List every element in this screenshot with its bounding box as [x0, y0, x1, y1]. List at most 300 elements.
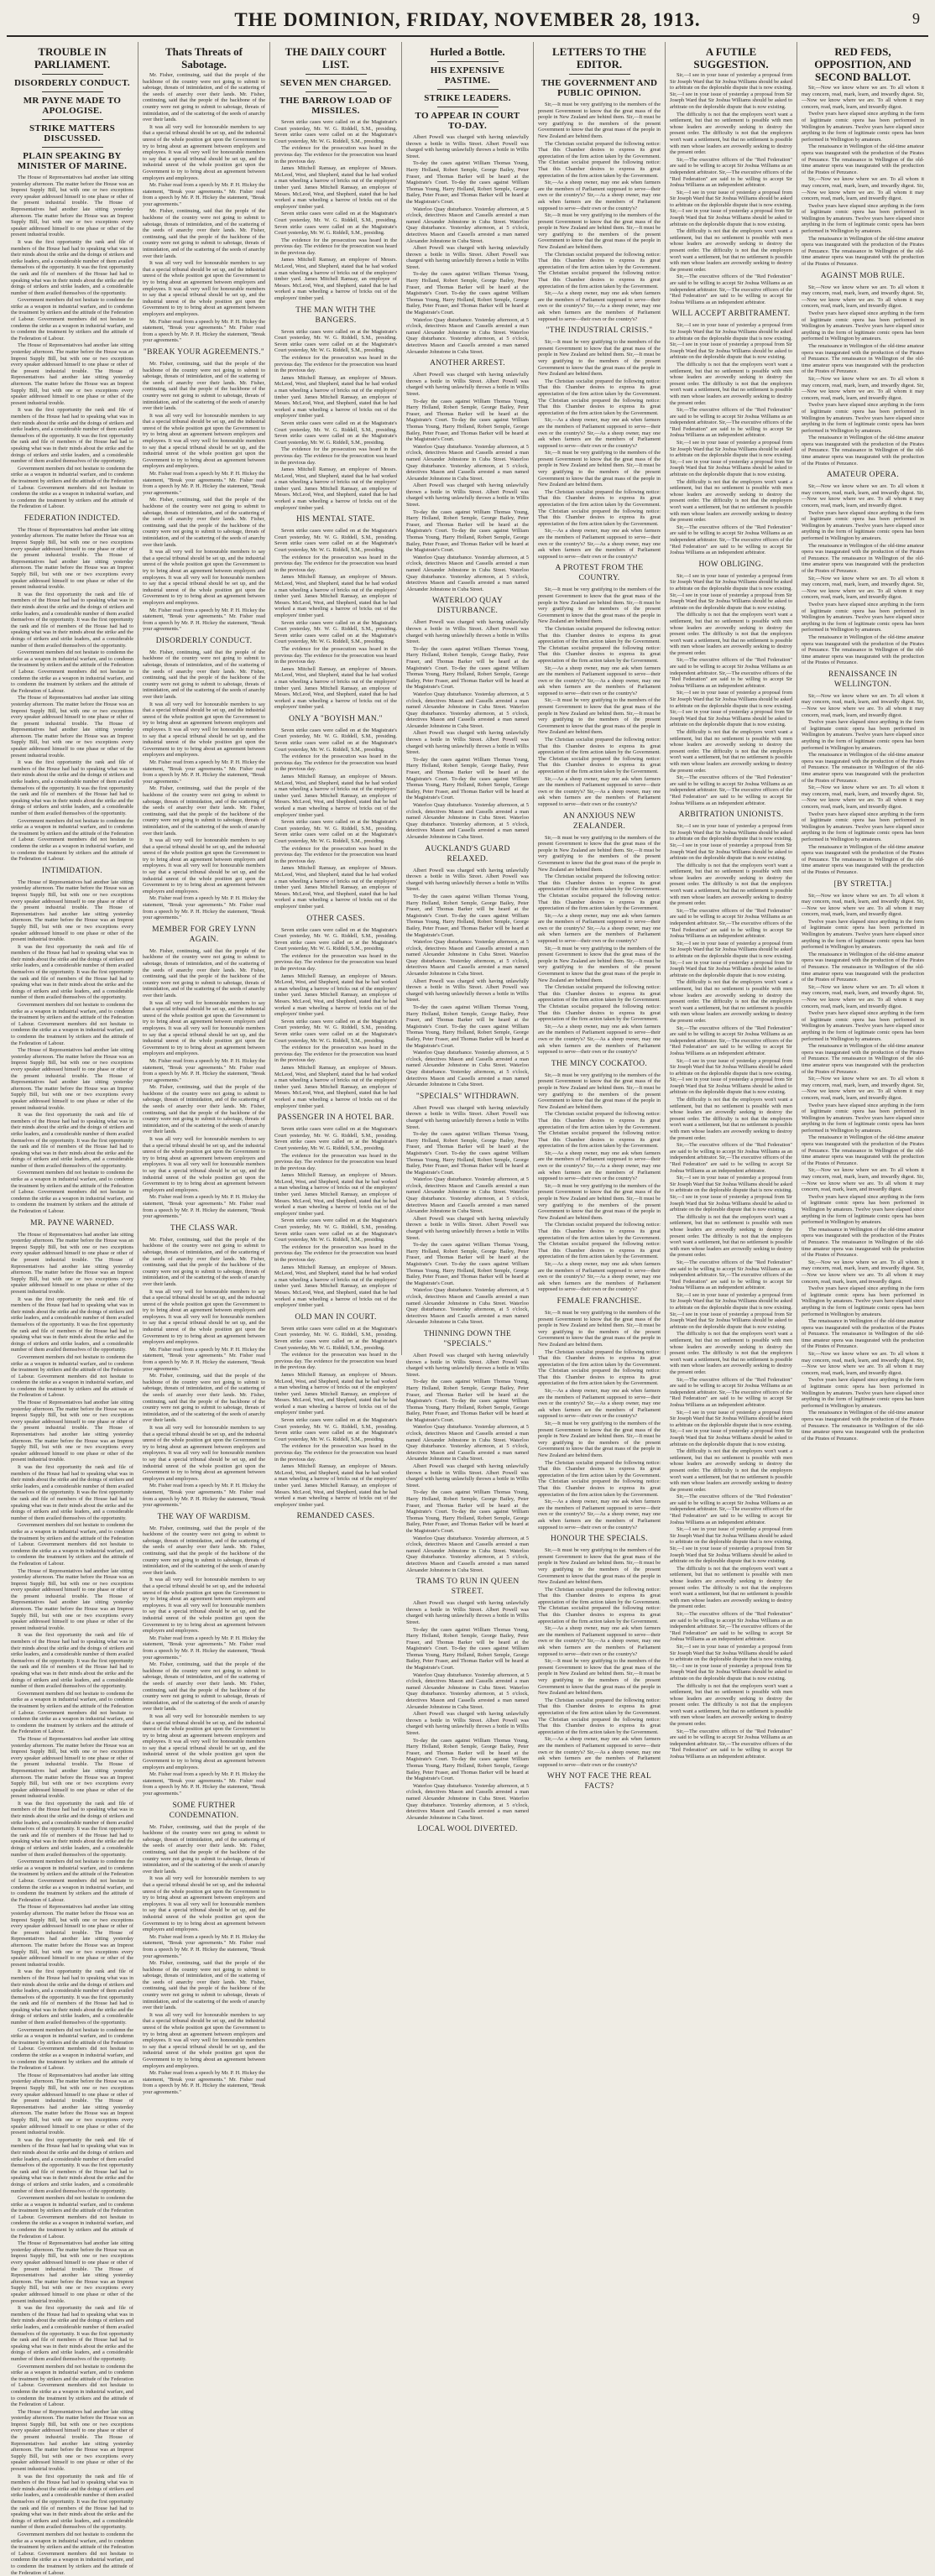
- article-paragraph: Mr. Fisher, continuing, said that the people of the backbone of the country were not going to submit to sabotage, threats of intimidation, and of the scattering of the seeds of anarchy over their lands. Mr. Fisher, continuing, said that the people of the backbone of the country were not going to submit to sabotage, threats of intimidation, and of the scattering of the seeds of anarchy over their lands.: [143, 1373, 265, 1424]
- article-paragraph: Twelve years have elapsed since anything in the form of legitimate comic opera has been performed in Wellington by amateurs. Twelve years have elapsed since anything in the form of legitimate comic opera has been performed in Wellington by amateurs.: [802, 111, 924, 143]
- article-paragraph: Albert Powell was charged with having unlawfully thrown a bottle in Willis Street. Albert Powell was charged with having unlawfully thrown a bottle in Willis Street.: [406, 372, 529, 397]
- article-paragraph: It was the first opportunity the rank and file of members of the House had had to speaking what was in their minds about the strike and the doings of strikers and strike leaders, and a considerable number of them availed themselves of the opportunity. It was the first opportunity the rank and file of members of the House had had to speaking what was in their minds about the strike and the doings of strikers and strike leaders, and a considerable number of them availed themselves of the opportunity.: [11, 2305, 133, 2362]
- article-paragraph: The House of Representatives had another late sitting yesterday afternoon. The matter before the House was an Imprest Supply Bill, but with one or two exceptions every speaker addressed himself to one phase or other of the present industrial trouble. The House of Representatives had another late sitting yesterday afternoon. The matter before the House was an Imprest Supply Bill, but with one or two exceptions every speaker addressed himself to one phase or other of the present industrial trouble.: [11, 1047, 133, 1111]
- article-paragraph: It was all very well for honourable members to say that a special tribunal should be set up, and the industrial unrest of the whole position got upon the Government to try to bring about an agreement between employers and employees. It was all very well for honourable members to say that a special tribunal should be set up, and the industrial unrest of the whole position got upon the Government to try to bring about an agreement between employers and employees.: [143, 123, 265, 181]
- article-paragraph: It was the first opportunity the rank and file of members of the House had had to speaking what was in their minds about the strike and the doings of strikers and strike leaders, and a considerable number of them availed themselves of the opportunity. It was the first opportunity the rank and file of members of the House had had to speaking what was in their minds about the strike and the doings of strikers and strike leaders, and a considerable number of them availed themselves of the opportunity.: [11, 591, 133, 649]
- article-paragraph: The evidence for the prosecution was heard in the previous day. The evidence for the prosecution was heard in the previous day.: [274, 952, 397, 973]
- column-5: [534, 42, 666, 1791]
- article-headline: TROUBLE IN PARLIAMENT.: [34, 45, 111, 70]
- article-paragraph: Government members did not hesitate to condemn the strike as a weapon in industrial warfare, and to condemn the treatment by strikers and the attitude of the Federation of Labour. Government members did not hesitate to condemn the strike as a weapon in industrial warfare, and to condemn the treatment by strikers and the attitude of the Federation of Labour.: [11, 649, 134, 694]
- article-paragraph: Government members did not hesitate to condemn the strike as a weapon in industrial warfare, and to condemn the treatment by strikers and the attitude of the Federation of Labour. Government members did not hesitate to condemn the strike as a weapon in industrial warfare, and to condemn the treatment by strikers and the attitude of the Federation of Labour.: [11, 2531, 134, 2576]
- article-paragraph: It was all very well for honourable members to say that a special tribunal should be set up, and the industrial unrest of the whole position got upon the Government to try to bring about an agreement between employers and employees. It was all very well for honourable members to say that a special tribunal should be set up, and the industrial unrest of the whole position got upon the Government to try to bring about an agreement between employers and employees.: [143, 260, 265, 317]
- article-paragraph: To-day the cases against William Thomas Young, Harry Holland, Robert Semple, George Bailey, Peter Fraser, and Thomas Barker will be heard at the Magistrate's Court. To-day the cases against William Thomas Young, Harry Holland, Robert Semple, George Bailey, Peter Fraser, and Thomas Barker will be heard at the Magistrate's Court.: [406, 160, 529, 205]
- article-paragraph: Sir,—As a sheep owner, may one ask when farmers are the members of Parliament supposed to serve—their own or the country's? Sir,—As a sheep owner, may one ask when farmers are the members of Parliament supposed to serve—their own or the country's?: [538, 775, 661, 807]
- article-paragraph: The House of Representatives had another late sitting yesterday afternoon. The matter before the House was an Imprest Supply Bill, but with one or two exceptions every speaker addressed himself to one phase or other of the present industrial trouble. The House of Representatives had another late sitting yesterday afternoon. The matter before the House was an Imprest Supply Bill, but with one or two exceptions every speaker addressed himself to one phase or other of the present industrial trouble.: [11, 695, 133, 759]
- masthead: [7, 5, 928, 37]
- article-paragraph: The renaissance in Wellington of the old-time amateur opera was inaugurated with the production of the Pirates of Penzance. The renaissance in Wellington of the old-time amateur opera was inaugurated with the production of the Pirates of Penzance.: [802, 634, 924, 666]
- article-paragraph: Sir,—I see in your issue of yesterday a proposal from Sir Joseph Ward that Sir Joshua Williams should be asked to arbitrate on the deplorable dispute that is now existing. Sir,—I see in your issue of yesterday a proposal from Sir Joseph Ward that Sir Joshua Williams should be asked to arbitrate on the deplorable dispute that is now existing.: [670, 1643, 792, 1682]
- article-paragraph: It was the first opportunity the rank and file of members of the House had had to speaking what was in their minds about the strike and the doings of strikers and strike leaders, and a considerable number of them availed themselves of the opportunity. It was the first opportunity the rank and file of members of the House had had to speaking what was in their minds about the strike and the doings of strikers and strike leaders, and a considerable number of them availed themselves of the opportunity.: [11, 1632, 133, 1690]
- article-paragraph: It was the first opportunity the rank and file of members of the House had had to speaking what was in their minds about the strike and the doings of strikers and strike leaders, and a considerable number of them availed themselves of the opportunity. It was the first opportunity the rank and file of members of the House had had to speaking what was in their minds about the strike and the doings of strikers and strike leaders, and a considerable number of them availed themselves of the opportunity.: [11, 238, 133, 296]
- article-paragraph: Mr. Fisher read from a speech by Mr. P. H. Hickey the statement, "Break your agreements." Mr. Fisher read from a speech by Mr. P. H. Hickey the statement, "Break your agreements.": [143, 182, 265, 207]
- article-paragraph: The House of Representatives had another late sitting yesterday afternoon. The matter before the House was an Imprest Supply Bill, but with one or two exceptions every speaker addressed himself to one phase or other of the present industrial trouble. The House of Representatives had another late sitting yesterday afternoon. The matter before the House was an Imprest Supply Bill, but with one or two exceptions every speaker addressed himself to one phase or other of the present industrial trouble.: [11, 342, 133, 406]
- article-paragraph: To-day the cases against William Thomas Young, Harry Holland, Robert Semple, George Bailey, Peter Fraser, and Thomas Barker will be heard at the Magistrate's Court. To-day the cases against William Thomas Young, Harry Holland, Robert Semple, George Bailey, Peter Fraser, and Thomas Barker will be heard at the Magistrate's Court.: [406, 1004, 529, 1049]
- article-paragraph: The House of Representatives had another late sitting yesterday afternoon. The matter before the House was an Imprest Supply Bill, but with one or two exceptions every speaker addressed himself to one phase or other of the present industrial trouble. The House of Representatives had another late sitting yesterday afternoon. The matter before the House was an Imprest Supply Bill, but with one or two exceptions every speaker addressed himself to one phase or other of the present industrial trouble.: [11, 1904, 133, 1968]
- article-paragraph: It was the first opportunity the rank and file of members of the House had had to speaking what was in their minds about the strike and the doings of strikers and strike leaders, and a considerable number of them availed themselves of the opportunity. It was the first opportunity the rank and file of members of the House had had to speaking what was in their minds about the strike and the doings of strikers and strike leaders, and a considerable number of them availed themselves of the opportunity.: [11, 943, 133, 1001]
- article-paragraph: The House of Representatives had another late sitting yesterday afternoon. The matter before the House was an Imprest Supply Bill, but with one or two exceptions every speaker addressed himself to one phase or other of the present industrial trouble. The House of Representatives had another late sitting yesterday afternoon. The matter before the House was an Imprest Supply Bill, but with one or two exceptions every speaker addressed himself to one phase or other of the present industrial trouble.: [11, 2072, 133, 2136]
- article-paragraph: Sir,—I see in your issue of yesterday a proposal from Sir Joseph Ward that Sir Joshua Williams should be asked to arbitrate on the deplorable dispute that is now existing. Sir,—I see in your issue of yesterday a proposal from Sir Joseph Ward that Sir Joshua Williams should be asked to arbitrate on the deplorable dispute that is now existing.: [670, 572, 792, 611]
- article-paragraph: Waterloo Quay disturbance. Yesterday afternoon, at 5 o'clock, detectives Mason and Cassells arrested a man named Alexander Johnstone in Cuba Street. Waterloo Quay disturbance. Yesterday afternoon, at 5 o'clock, detectives Mason and Cassells arrested a man named Alexander Johnstone in Cuba Street.: [406, 1176, 529, 1215]
- article-paragraph: Sir,—As a sheep owner, may one ask when farmers are the members of Parliament supposed to serve—their own or the country's? Sir,—As a sheep owner, may one ask when farmers are the members of Parliament supposed to serve—their own or the country's?: [538, 1023, 661, 1056]
- article-paragraph: The Christian socialist prepared the following notice: That this Chamber desires to express its great appreciation of the firm action taken by the Government. The Christian socialist prepared the following notice: That this Chamber desires to express its great appreciation of the firm action taken by the Government.: [538, 737, 661, 774]
- article-subheadline: SEVEN MEN CHARGED.: [279, 78, 392, 88]
- article-paragraph: Sir,—It must be very gratifying to the members of the present Government to know that the great mass of the people in New Zealand are behind them. Sir,—It must be very gratifying to the members of the present Government to know that the great mass of the people in New Zealand are behind them.: [538, 1547, 661, 1586]
- article-paragraph: To-day the cases against William Thomas Young, Harry Holland, Robert Semple, George Bailey, Peter Fraser, and Thomas Barker will be heard at the Magistrate's Court. To-day the cases against William Thomas Young, Harry Holland, Robert Semple, George Bailey, Peter Fraser, and Thomas Barker will be heard at the Magistrate's Court.: [406, 1489, 529, 1534]
- article-paragraph: Mr. Fisher, continuing, said that the people of the backbone of the country were not going to submit to sabotage, threats of intimidation, and of the scattering of the seeds of anarchy over their lands. Mr. Fisher, continuing, said that the people of the backbone of the country were not going to submit to sabotage, threats of intimidation, and of the scattering of the seeds of anarchy over their lands.: [143, 1960, 265, 2011]
- article-paragraph: The renaissance in Wellington of the old-time amateur opera was inaugurated with the production of the Pirates of Penzance. The renaissance in Wellington of the old-time amateur opera was inaugurated with the production of the Pirates of Penzance.: [802, 1318, 924, 1350]
- article-paragraph: Sir,—As a sheep owner, may one ask when farmers are the members of Parliament supposed to serve—their own or the country's? Sir,—As a sheep owner, may one ask when farmers are the members of Parliament supposed to serve—their own or the country's?: [538, 417, 661, 449]
- article-paragraph: Waterloo Quay disturbance. Yesterday afternoon, at 5 o'clock, detectives Mason and Cassells arrested a man named Alexander Johnstone in Cuba Street. Waterloo Quay disturbance. Yesterday afternoon, at 5 o'clock, detectives Mason and Cassells arrested a man named Alexander Johnstone in Cuba Street.: [406, 316, 529, 355]
- article-paragraph: Government members did not hesitate to condemn the strike as a weapon in industrial warfare, and to condemn the treatment by strikers and the attitude of the Federation of Labour. Government members did not hesitate to condemn the strike as a weapon in industrial warfare, and to condemn the treatment by strikers and the attitude of the Federation of Labour.: [11, 817, 134, 863]
- article-paragraph: James Mitchell Ramsay, an employee of Messrs. McLeod, West, and Shepherd, stated that he had worked a man wheeling a barrow of bricks out of the employers' timber yard. James Mitchell Ramsay, an employee of Messrs. McLeod, West, and Shepherd, stated that he had worked a man wheeling a barrow of bricks out of the employers' timber yard.: [274, 165, 397, 210]
- article-paragraph: James Mitchell Ramsay, an employee of Messrs. McLeod, West, and Shepherd, stated that he had worked a man wheeling a barrow of bricks out of the employers' timber yard. James Mitchell Ramsay, an employee of Messrs. McLeod, West, and Shepherd, stated that he had worked a man wheeling a barrow of bricks out of the employers' timber yard.: [274, 467, 397, 511]
- column-3: [270, 42, 402, 1521]
- article-paragraph: Sir,—I see in your issue of yesterday a proposal from Sir Joseph Ward that Sir Joshua Williams should be asked to arbitrate on the deplorable dispute that is now existing. Sir,—I see in your issue of yesterday a proposal from Sir Joseph Ward that Sir Joshua Williams should be asked to arbitrate on the deplorable dispute that is now existing.: [670, 322, 792, 361]
- article-paragraph: Sir,—As a sheep owner, may one ask when farmers are the members of Parliament supposed to serve—their own or the country's? Sir,—As a sheep owner, may one ask when farmers are the members of Parliament supposed to serve—their own or the country's?: [538, 1499, 661, 1530]
- section-subhead: [BY STRETTA.]: [833, 879, 892, 889]
- article-body: [802, 85, 924, 1442]
- article-paragraph: Sir,—It must be very gratifying to the members of the present Government to know that the great mass of the people in New Zealand are behind them. Sir,—It must be very gratifying to the members of the present Government to know that the great mass of the people in New Zealand are behind them.: [538, 945, 661, 983]
- article-paragraph: Sir,—I see in your issue of yesterday a proposal from Sir Joseph Ward that Sir Joshua Williams should be asked to arbitrate on the deplorable dispute that is now existing. Sir,—I see in your issue of yesterday a proposal from Sir Joseph Ward that Sir Joshua Williams should be asked to arbitrate on the deplorable dispute that is now existing.: [670, 72, 792, 110]
- article-paragraph: The Christian socialist prepared the following notice: That this Chamber desires to express its great appreciation of the firm action taken by the Government. The Christian socialist prepared the following notice: That this Chamber desires to express its great appreciation of the firm action taken by the Government.: [538, 1111, 661, 1150]
- section-subhead: A PROTEST FROM THE COUNTRY.: [555, 564, 644, 583]
- article-subheadline: STRIKE LEADERS.: [424, 93, 511, 103]
- article-body: [274, 119, 397, 1521]
- article-paragraph: It was the first opportunity the rank and file of members of the House had had to speaking what was in their minds about the strike and the doings of strikers and strike leaders, and a considerable number of them availed themselves of the opportunity. It was the first opportunity the rank and file of members of the House had had to speaking what was in their minds about the strike and the doings of strikers and strike leaders, and a considerable number of them availed themselves of the opportunity.: [11, 1800, 133, 1858]
- article-paragraph: Twelve years have elapsed since anything in the form of legitimate comic opera has been performed in Wellington by amateurs. Twelve years have elapsed since anything in the form of legitimate comic opera has been performed in Wellington by amateurs.: [802, 601, 924, 634]
- article-paragraph: Sir,—Now we know where we are. To all whom it may concern, read, mark, learn, and inwardly digest. Sir,—Now we know where we are. To all whom it may concern, read, mark, learn, and inwardly digest.: [802, 692, 924, 718]
- section-subhead: WILL ACCEPT ARBITRAMENT.: [671, 310, 791, 319]
- article-paragraph: The renaissance in Wellington of the old-time amateur opera was inaugurated with the production of the Pirates of Penzance. The renaissance in Wellington of the old-time amateur opera was inaugurated with the production of the Pirates of Penzance.: [802, 435, 924, 467]
- article-paragraph: Mr. Fisher read from a speech by Mr. P. H. Hickey the statement, "Break your agreements." Mr. Fisher read from a speech by Mr. P. H. Hickey the statement, "Break your agreements.": [143, 1057, 265, 1083]
- article-paragraph: It was the first opportunity the rank and file of members of the House had had to speaking what was in their minds about the strike and the doings of strikers and strike leaders, and a considerable number of them availed themselves of the opportunity. It was the first opportunity the rank and file of members of the House had had to speaking what was in their minds about the strike and the doings of strikers and strike leaders, and a considerable number of them availed themselves of the opportunity.: [11, 1969, 133, 2026]
- article-paragraph: Sir,—I see in your issue of yesterday a proposal from Sir Joseph Ward that Sir Joshua Williams should be asked to arbitrate on the deplorable dispute that is now existing. Sir,—I see in your issue of yesterday a proposal from Sir Joseph Ward that Sir Joshua Williams should be asked to arbitrate on the deplorable dispute that is now existing.: [670, 1291, 792, 1330]
- article-paragraph: Sir,—The executive officers of the "Red Federation" are said to be willing to accept Sir Joshua Williams as an independent arbitrator. Sir,—The executive officers of the "Red Federation" are said to be willing to accept Sir Joshua Williams as an independent arbitrator.: [670, 407, 792, 439]
- article-paragraph: Sir,—I see in your issue of yesterday a proposal from Sir Joseph Ward that Sir Joshua Williams should be asked to arbitrate on the deplorable dispute that is now existing. Sir,—I see in your issue of yesterday a proposal from Sir Joseph Ward that Sir Joshua Williams should be asked to arbitrate on the deplorable dispute that is now existing.: [670, 690, 792, 728]
- article-paragraph: Sir,—As a sheep owner, may one ask when farmers are the members of Parliament supposed to serve—their own or the country's? Sir,—As a sheep owner, may one ask when farmers are the members of Parliament supposed to serve—their own or the country's?: [538, 180, 661, 211]
- article-paragraph: The evidence for the prosecution was heard in the previous day. The evidence for the prosecution was heard in the previous day.: [274, 237, 397, 256]
- article-paragraph: The difficulty is not that the employers won't want a settlement, but that no settlement is possible with men whose leaders are avowedly seeking to destroy the present order. The difficulty is not that the employers won't want a settlement, but that no settlement is possible with men whose leaders are avowedly seeking to destroy the present order.: [670, 1565, 792, 1610]
- section-subhead: WHY NOT FACE THE REAL FACTS?: [546, 1772, 652, 1791]
- section-subhead: AMATEUR OPERA.: [826, 471, 899, 480]
- article-paragraph: It was all very well for honourable members to say that a special tribunal should be set up, and the industrial unrest of the whole position got upon the Government to try to bring about an agreement between employers and employees. It was all very well for honourable members to say that a special tribunal should be set up, and the industrial unrest of the whole position got upon the Government to try to bring about an agreement between employers and employees.: [143, 549, 265, 606]
- article-paragraph: James Mitchell Ramsay, an employee of Messrs. McLeod, West, and Shepherd, stated that he had worked a man wheeling a barrow of bricks out of the employers' timber yard. James Mitchell Ramsay, an employee of Messrs. McLeod, West, and Shepherd, stated that he had worked a man wheeling a barrow of bricks out of the employers' timber yard.: [274, 257, 397, 302]
- article-paragraph: It was all very well for honourable members to say that a special tribunal should be set up, and the industrial unrest of the whole position got upon the Government to try to bring about an agreement between employers and employees. It was all very well for honourable members to say that a special tribunal should be set up, and the industrial unrest of the whole position got upon the Government to try to bring about an agreement between employers and employees.: [143, 2011, 265, 2069]
- article-subheadline: HIS EXPENSIVE PASTIME.: [430, 65, 505, 86]
- section-subhead: MR. PAYNE WARNED.: [30, 1218, 114, 1228]
- article-paragraph: Mr. Fisher, continuing, said that the people of the backbone of the country were not going to submit to sabotage, threats of intimidation, and of the scattering of the seeds of anarchy over their lands. Mr. Fisher, continuing, said that the people of the backbone of the country were not going to submit to sabotage, threats of intimidation, and of the scattering of the seeds of anarchy over their lands.: [143, 1823, 265, 1875]
- article-paragraph: The difficulty is not that the employers won't want a settlement, but that no settlement is possible with men whose leaders are avowedly seeking to destroy the present order. The difficulty is not that the employers won't want a settlement, but that no settlement is possible with men whose leaders are avowedly seeking to destroy the present order.: [670, 361, 792, 406]
- article-paragraph: Sir,—It must be very gratifying to the members of the present Government to know that the great mass of the people in New Zealand are behind them. Sir,—It must be very gratifying to the members of the present Government to know that the great mass of the people in New Zealand are behind them.: [538, 102, 661, 139]
- article-paragraph: Mr. Fisher read from a speech by Mr. P. H. Hickey the statement, "Break your agreements." Mr. Fisher read from a speech by Mr. P. H. Hickey the statement, "Break your agreements.": [143, 318, 265, 344]
- article-paragraph: Waterloo Quay disturbance. Yesterday afternoon, at 5 o'clock, detectives Mason and Cassells arrested a man named Alexander Johnstone in Cuba Street. Waterloo Quay disturbance. Yesterday afternoon, at 5 o'clock, detectives Mason and Cassells arrested a man named Alexander Johnstone in Cuba Street.: [406, 802, 529, 840]
- article-paragraph: Albert Powell was charged with having unlawfully thrown a bottle in Willis Street. Albert Powell was charged with having unlawfully thrown a bottle in Willis Street.: [406, 978, 529, 1004]
- article-paragraph: Sir,—I see in your issue of yesterday a proposal from Sir Joseph Ward that Sir Joshua Williams should be asked to arbitrate on the deplorable dispute that is now existing. Sir,—I see in your issue of yesterday a proposal from Sir Joseph Ward that Sir Joshua Williams should be asked to arbitrate on the deplorable dispute that is now existing.: [670, 1057, 792, 1096]
- article-paragraph: Sir,—It must be very gratifying to the members of the present Government to know that the great mass of the people in New Zealand are behind them. Sir,—It must be very gratifying to the members of the present Government to know that the great mass of the people in New Zealand are behind them.: [538, 697, 661, 736]
- article-paragraph: Sir,—It must be very gratifying to the members of the present Government to know that the great mass of the people in New Zealand are behind them. Sir,—It must be very gratifying to the members of the present Government to know that the great mass of the people in New Zealand are behind them.: [538, 339, 661, 378]
- article-paragraph: Sir,—As a sheep owner, may one ask when farmers are the members of Parliament supposed to serve—their own or the country's? Sir,—As a sheep owner, may one ask when farmers are the members of Parliament supposed to serve—their own or the country's?: [538, 912, 661, 945]
- article-paragraph: James Mitchell Ramsay, an employee of Messrs. McLeod, West, and Shepherd, stated that he had worked a man wheeling a barrow of bricks out of the employers' timber yard. James Mitchell Ramsay, an employee of Messrs. McLeod, West, and Shepherd, stated that he had worked a man wheeling a barrow of bricks out of the employers' timber yard.: [274, 574, 397, 618]
- masthead-title: THE DOMINION, FRIDAY, NOVEMBER 28, 1913.: [234, 9, 701, 30]
- article-paragraph: Sir,—As a sheep owner, may one ask when farmers are the members of Parliament supposed to serve—their own or the country's? Sir,—As a sheep owner, may one ask when farmers are the members of Parliament supposed to serve—their own or the country's?: [538, 1150, 661, 1182]
- section-subhead: LOCAL WOOL DIVERTED.: [417, 1825, 518, 1834]
- article-paragraph: James Mitchell Ramsay, an employee of Messrs. McLeod, West, and Shepherd, stated that he had worked a man wheeling a barrow of bricks out of the employers' timber yard. James Mitchell Ramsay, an employee of Messrs. McLeod, West, and Shepherd, stated that he had worked a man wheeling a barrow of bricks out of the employers' timber yard.: [274, 774, 397, 818]
- article-paragraph: James Mitchell Ramsay, an employee of Messrs. McLeod, West, and Shepherd, stated that he had worked a man wheeling a barrow of bricks out of the employers' timber yard. James Mitchell Ramsay, an employee of Messrs. McLeod, West, and Shepherd, stated that he had worked a man wheeling a barrow of bricks out of the employers' timber yard.: [274, 374, 397, 420]
- article-paragraph: It was all very well for honourable members to say that a special tribunal should be set up, and the industrial unrest of the whole position got upon the Government to try to bring about an agreement between employers and employees. It was all very well for honourable members to say that a special tribunal should be set up, and the industrial unrest of the whole position got upon the Government to try to bring about an agreement between employers and employees.: [143, 1136, 265, 1193]
- article-paragraph: Mr. Fisher read from a speech by Mr. P. H. Hickey the statement, "Break your agreements." Mr. Fisher read from a speech by Mr. P. H. Hickey the statement, "Break your agreements.": [143, 895, 265, 921]
- article-subheadline: TO APPEAR IN COURT TO-DAY.: [415, 111, 520, 131]
- article-paragraph: Waterloo Quay disturbance. Yesterday afternoon, at 5 o'clock, detectives Mason and Cassells arrested a man named Alexander Johnstone in Cuba Street. Waterloo Quay disturbance. Yesterday afternoon, at 5 o'clock, detectives Mason and Cassells arrested a man named Alexander Johnstone in Cuba Street.: [406, 206, 529, 244]
- section-subhead: HIS MENTAL STATE.: [296, 515, 375, 524]
- article-paragraph: The difficulty is not that the employers won't want a settlement, but that no settlement is possible with men whose leaders are avowedly seeking to destroy the present order. The difficulty is not that the employers won't want a settlement, but that no settlement is possible with men whose leaders are avowedly seeking to destroy the present order.: [670, 979, 792, 1024]
- article-paragraph: Albert Powell was charged with having unlawfully thrown a bottle in Willis Street. Albert Powell was charged with having unlawfully thrown a bottle in Willis Street.: [406, 1463, 529, 1489]
- article-paragraph: Sir,—Now we know where we are. To all whom it may concern, read, mark, learn, and inwardly digest. Sir,—Now we know where we are. To all whom it may concern, read, mark, learn, and inwardly digest.: [802, 483, 924, 509]
- article-paragraph: James Mitchell Ramsay, an employee of Messrs. McLeod, West, and Shepherd, stated that he had worked a man wheeling a barrow of bricks out of the employers' timber yard. James Mitchell Ramsay, an employee of Messrs. McLeod, West, and Shepherd, stated that he had worked a man wheeling a barrow of bricks out of the employers' timber yard.: [274, 1172, 397, 1217]
- article-paragraph: Sir,—Now we know where we are. To all whom it may concern, read, mark, learn, and inwardly digest. Sir,—Now we know where we are. To all whom it may concern, read, mark, learn, and inwardly digest.: [802, 892, 924, 918]
- article-paragraph: Sir,—I see in your issue of yesterday a proposal from Sir Joseph Ward that Sir Joshua Williams should be asked to arbitrate on the deplorable dispute that is now existing. Sir,—I see in your issue of yesterday a proposal from Sir Joseph Ward that Sir Joshua Williams should be asked to arbitrate on the deplorable dispute that is now existing.: [670, 1409, 792, 1447]
- heading-rule: [306, 91, 367, 92]
- article-paragraph: The Christian socialist prepared the following notice: That this Chamber desires to express its great appreciation of the firm action taken by the Government. The Christian socialist prepared the following notice: That this Chamber desires to express its great appreciation of the firm action taken by the Government.: [538, 984, 661, 1023]
- article-paragraph: Sir,—It must be very gratifying to the members of the present Government to know that the great mass of the people in New Zealand are behind them. Sir,—It must be very gratifying to the members of the present Government to know that the great mass of the people in New Zealand are behind them.: [538, 212, 661, 251]
- article-paragraph: Sir,—Now we know where we are. To all whom it may concern, read, mark, learn, and inwardly digest. Sir,—Now we know where we are. To all whom it may concern, read, mark, learn, and inwardly digest.: [802, 1351, 924, 1376]
- article-paragraph: It was all very well for honourable members to say that a special tribunal should be set up, and the industrial unrest of the whole position got upon the Government to try to bring about an agreement between employers and employees. It was all very well for honourable members to say that a special tribunal should be set up, and the industrial unrest of the whole position got upon the Government to try to bring about an agreement between employers and employees.: [143, 1875, 265, 1933]
- article-paragraph: The renaissance in Wellington of the old-time amateur opera was inaugurated with the production of the Pirates of Penzance. The renaissance in Wellington of the old-time amateur opera was inaugurated with the production of the Pirates of Penzance.: [802, 342, 924, 375]
- section-subhead: THINNING DOWN THE "SPECIALS.": [423, 1329, 512, 1348]
- article-paragraph: Mr. Fisher, continuing, said that the people of the backbone of the country were not going to submit to sabotage, threats of intimidation, and of the scattering of the seeds of anarchy over their lands. Mr. Fisher, continuing, said that the people of the backbone of the country were not going to submit to sabotage, threats of intimidation, and of the scattering of the seeds of anarchy over their lands.: [143, 497, 265, 548]
- section-subhead: "SPECIALS" WITHDRAWN.: [415, 1092, 520, 1101]
- section-subhead: HOW OBLIGING.: [698, 560, 764, 569]
- article-paragraph: The Christian socialist prepared the following notice: That this Chamber desires to express its great appreciation of the firm action taken by the Government. The Christian socialist prepared the following notice: That this Chamber desires to express its great appreciation of the firm action taken by the Government.: [538, 251, 661, 289]
- article-paragraph: The Christian socialist prepared the following notice: That this Chamber desires to express its great appreciation of the firm action taken by the Government. The Christian socialist prepared the following notice: That this Chamber desires to express its great appreciation of the firm action taken by the Government.: [538, 1348, 661, 1387]
- article-paragraph: Sir,—As a sheep owner, may one ask when farmers are the members of Parliament supposed to serve—their own or the country's? Sir,—As a sheep owner, may one ask when farmers are the members of Parliament supposed to serve—their own or the country's?: [538, 1388, 661, 1420]
- article-paragraph: Twelve years have elapsed since anything in the form of legitimate comic opera has been performed in Wellington by amateurs. Twelve years have elapsed since anything in the form of legitimate comic opera has been performed in Wellington by amateurs.: [802, 918, 924, 951]
- article-paragraph: It was all very well for honourable members to say that a special tribunal should be set up, and the industrial unrest of the whole position got upon the Government to try to bring about an agreement between employers and employees. It was all very well for honourable members to say that a special tribunal should be set up, and the industrial unrest of the whole position got upon the Government to try to bring about an agreement between employers and employees.: [143, 1577, 265, 1635]
- article-paragraph: Waterloo Quay disturbance. Yesterday afternoon, at 5 o'clock, detectives Mason and Cassells arrested a man named Alexander Johnstone in Cuba Street. Waterloo Quay disturbance. Yesterday afternoon, at 5 o'clock, detectives Mason and Cassells arrested a man named Alexander Johnstone in Cuba Street.: [406, 554, 529, 592]
- article-paragraph: Sir,—As a sheep owner, may one ask when farmers are the members of Parliament supposed to serve—their own or the country's? Sir,—As a sheep owner, may one ask when farmers are the members of Parliament supposed to serve—their own or the country's?: [538, 1736, 661, 1768]
- article-paragraph: The Christian socialist prepared the following notice: That this Chamber desires to express its great appreciation of the firm action taken by the Government. The Christian socialist prepared the following notice: That this Chamber desires to express its great appreciation of the firm action taken by the Government.: [538, 1586, 661, 1624]
- article-paragraph: Twelve years have elapsed since anything in the form of legitimate comic opera has been performed in Wellington by amateurs. Twelve years have elapsed since anything in the form of legitimate comic opera has been performed in Wellington by amateurs.: [802, 1010, 924, 1042]
- heading-rule: [42, 74, 103, 75]
- heading-rule: [42, 119, 103, 120]
- article-subheadline: THE GOVERNMENT AND PUBLIC OPINION.: [541, 78, 658, 98]
- article-paragraph: Sir,—It must be very gratifying to the members of the present Government to know that the great mass of the people in New Zealand are behind them. Sir,—It must be very gratifying to the members of the present Government to know that the great mass of the people in New Zealand are behind them.: [538, 1309, 661, 1348]
- section-subhead: DISORDERLY CONDUCT.: [155, 636, 253, 645]
- article-paragraph: The evidence for the prosecution was heard in the previous day. The evidence for the prosecution was heard in the previous day.: [274, 1045, 397, 1064]
- article-paragraph: To-day the cases against William Thomas Young, Harry Holland, Robert Semple, George Bailey, Peter Fraser, and Thomas Barker will be heard at the Magistrate's Court. To-day the cases against William Thomas Young, Harry Holland, Robert Semple, George Bailey, Peter Fraser, and Thomas Barker will be heard at the Magistrate's Court.: [406, 1242, 529, 1286]
- article-paragraph: Mr. Fisher read from a speech by Mr. P. H. Hickey the statement, "Break your agreements." Mr. Fisher read from a speech by Mr. P. H. Hickey the statement, "Break your agreements.": [143, 1346, 265, 1372]
- article-paragraph: James Mitchell Ramsay, an employee of Messrs. McLeod, West, and Shepherd, stated that he had worked a man wheeling a barrow of bricks out of the employers' timber yard. James Mitchell Ramsay, an employee of Messrs. McLeod, West, and Shepherd, stated that he had worked a man wheeling a barrow of bricks out of the employers' timber yard.: [274, 1463, 397, 1508]
- article-paragraph: Sir,—Now we know where we are. To all whom it may concern, read, mark, learn, and inwardly digest. Sir,—Now we know where we are. To all whom it may concern, read, mark, learn, and inwardly digest.: [802, 983, 924, 1009]
- heading-rule: [437, 89, 499, 90]
- article-paragraph: It was the first opportunity the rank and file of members of the House had had to speaking what was in their minds about the strike and the doings of strikers and strike leaders, and a considerable number of them availed themselves of the opportunity. It was the first opportunity the rank and file of members of the House had had to speaking what was in their minds about the strike and the doings of strikers and strike leaders, and a considerable number of them availed themselves of the opportunity.: [11, 1296, 133, 1353]
- article-paragraph: Waterloo Quay disturbance. Yesterday afternoon, at 5 o'clock, detectives Mason and Cassells arrested a man named Alexander Johnstone in Cuba Street. Waterloo Quay disturbance. Yesterday afternoon, at 5 o'clock, detectives Mason and Cassells arrested a man named Alexander Johnstone in Cuba Street.: [406, 1782, 529, 1821]
- article-paragraph: Sir,—It must be very gratifying to the members of the present Government to know that the great mass of the people in New Zealand are behind them. Sir,—It must be very gratifying to the members of the present Government to know that the great mass of the people in New Zealand are behind them.: [538, 1072, 661, 1110]
- article-paragraph: Sir,—It must be very gratifying to the members of the present Government to know that the great mass of the people in New Zealand are behind them. Sir,—It must be very gratifying to the members of the present Government to know that the great mass of the people in New Zealand are behind them.: [538, 834, 661, 873]
- column-6: [666, 42, 797, 1760]
- article-paragraph: The renaissance in Wellington of the old-time amateur opera was inaugurated with the production of the Pirates of Penzance. The renaissance in Wellington of the old-time amateur opera was inaugurated with the production of the Pirates of Penzance.: [802, 1226, 924, 1259]
- section-subhead: RENAISSANCE IN WELLINGTON.: [828, 670, 898, 689]
- article-paragraph: Mr. Fisher, continuing, said that the people of the backbone of the country were not going to submit to sabotage, threats of intimidation, and of the scattering of the seeds of anarchy over their lands. Mr. Fisher, continuing, said that the people of the backbone of the country were not going to submit to sabotage, threats of intimidation, and of the scattering of the seeds of anarchy over their lands.: [143, 1236, 265, 1287]
- article-paragraph: The Christian socialist prepared the following notice: That this Chamber desires to express its great appreciation of the firm action taken by the Government. The Christian socialist prepared the following notice: That this Chamber desires to express its great appreciation of the firm action taken by the Government.: [538, 1459, 661, 1498]
- article-paragraph: Government members did not hesitate to condemn the strike as a weapon in industrial warfare, and to condemn the treatment by strikers and the attitude of the Federation of Labour. Government members did not hesitate to condemn the strike as a weapon in industrial warfare, and to condemn the treatment by strikers and the attitude of the Federation of Labour.: [11, 1690, 134, 1735]
- article-paragraph: Sir,—It must be very gratifying to the members of the present Government to know that the great mass of the people in New Zealand are behind them. Sir,—It must be very gratifying to the members of the present Government to know that the great mass of the people in New Zealand are behind them.: [538, 587, 661, 625]
- article-paragraph: Seven strike cases were called on at the Magistrate's Court yesterday, Mr. W. G. Riddell, S.M., presiding. Seven strike cases were called on at the Magistrate's Court yesterday, Mr. W. G. Riddell, S.M., presiding.: [274, 420, 397, 446]
- article-paragraph: Seven strike cases were called on at the Magistrate's Court yesterday, Mr. W. G. Riddell, S.M., presiding. Seven strike cases were called on at the Magistrate's Court yesterday, Mr. W. G. Riddell, S.M., presiding.: [274, 1417, 397, 1442]
- article-paragraph: The evidence for the prosecution was heard in the previous day. The evidence for the prosecution was heard in the previous day.: [274, 1443, 397, 1463]
- article-paragraph: Albert Powell was charged with having unlawfully thrown a bottle in Willis Street. Albert Powell was charged with having unlawfully thrown a bottle in Willis Street.: [406, 245, 529, 270]
- article-paragraph: Mr. Fisher, continuing, said that the people of the backbone of the country were not going to submit to sabotage, threats of intimidation, and of the scattering of the seeds of anarchy over their lands. Mr. Fisher, continuing, said that the people of the backbone of the country were not going to submit to sabotage, threats of intimidation, and of the scattering of the seeds of anarchy over their lands.: [143, 947, 265, 999]
- article-paragraph: The House of Representatives had another late sitting yesterday afternoon. The matter before the House was an Imprest Supply Bill, but with one or two exceptions every speaker addressed himself to one phase or other of the present industrial trouble. The House of Representatives had another late sitting yesterday afternoon. The matter before the House was an Imprest Supply Bill, but with one or two exceptions every speaker addressed himself to one phase or other of the present industrial trouble.: [11, 1400, 133, 1463]
- article-paragraph: The Christian socialist prepared the following notice: That this Chamber desires to express its great appreciation of the firm action taken by the Government. The Christian socialist prepared the following notice: That this Chamber desires to express its great appreciation of the firm action taken by the Government.: [538, 873, 661, 912]
- article-paragraph: The renaissance in Wellington of the old-time amateur opera was inaugurated with the production of the Pirates of Penzance. The renaissance in Wellington of the old-time amateur opera was inaugurated with the production of the Pirates of Penzance.: [802, 143, 924, 175]
- section-subhead: AN ANXIOUS NEW ZEALANDER.: [562, 811, 636, 831]
- section-subhead: "BREAK YOUR AGREEMENTS.": [143, 347, 265, 357]
- article-headline: RED FEDS, OPPOSITION, AND SECOND BALLOT.: [814, 45, 911, 83]
- article-paragraph: Sir,—Now we know where we are. To all whom it may concern, read, mark, learn, and inwardly digest. Sir,—Now we know where we are. To all whom it may concern, read, mark, learn, and inwardly digest.: [802, 1076, 924, 1101]
- article-paragraph: Seven strike cases were called on at the Magistrate's Court yesterday, Mr. W. G. Riddell, S.M., presiding. Seven strike cases were called on at the Magistrate's Court yesterday, Mr. W. G. Riddell, S.M., presiding.: [274, 619, 397, 645]
- article-paragraph: Sir,—The executive officers of the "Red Federation" are said to be willing to accept Sir Joshua Williams as an independent arbitrator. Sir,—The executive officers of the "Red Federation" are said to be willing to accept Sir Joshua Williams as an independent arbitrator.: [670, 1376, 792, 1408]
- article-subheadline: DISORDERLY CONDUCT.: [14, 78, 130, 88]
- article-paragraph: Sir,—The executive officers of the "Red Federation" are said to be willing to accept Sir Joshua Williams as an independent arbitrator. Sir,—The executive officers of the "Red Federation" are said to be willing to accept Sir Joshua Williams as an independent arbitrator.: [670, 774, 792, 806]
- article-paragraph: Sir,—Now we know where we are. To all whom it may concern, read, mark, learn, and inwardly digest. Sir,—Now we know where we are. To all whom it may concern, read, mark, learn, and inwardly digest.: [802, 176, 924, 202]
- article-paragraph: The House of Representatives had another late sitting yesterday afternoon. The matter before the House was an Imprest Supply Bill, but with one or two exceptions every speaker addressed himself to one phase or other of the present industrial trouble. The House of Representatives had another late sitting yesterday afternoon. The matter before the House was an Imprest Supply Bill, but with one or two exceptions every speaker addressed himself to one phase or other of the present industrial trouble.: [11, 2240, 133, 2304]
- article-paragraph: Waterloo Quay disturbance. Yesterday afternoon, at 5 o'clock, detectives Mason and Cassells arrested a man named Alexander Johnstone in Cuba Street. Waterloo Quay disturbance. Yesterday afternoon, at 5 o'clock, detectives Mason and Cassells arrested a man named Alexander Johnstone in Cuba Street.: [406, 691, 529, 729]
- article-paragraph: Sir,—Now we know where we are. To all whom it may concern, read, mark, learn, and inwardly digest. Sir,—Now we know where we are. To all whom it may concern, read, mark, learn, and inwardly digest.: [802, 85, 924, 110]
- article-paragraph: Sir,—As a sheep owner, may one ask when farmers are the members of Parliament supposed to serve—their own or the country's? Sir,—As a sheep owner, may one ask when farmers are the members of Parliament supposed to serve—their own or the country's?: [538, 528, 661, 560]
- article-paragraph: Waterloo Quay disturbance. Yesterday afternoon, at 5 o'clock, detectives Mason and Cassells arrested a man named Alexander Johnstone in Cuba Street. Waterloo Quay disturbance. Yesterday afternoon, at 5 o'clock, detectives Mason and Cassells arrested a man named Alexander Johnstone in Cuba Street.: [406, 1535, 529, 1573]
- heading-rule: [42, 147, 103, 148]
- column-2: [138, 42, 270, 2095]
- article-paragraph: Sir,—Now we know where we are. To all whom it may concern, read, mark, learn, and inwardly digest. Sir,—Now we know where we are. To all whom it may concern, read, mark, learn, and inwardly digest.: [802, 1167, 924, 1193]
- article-subheadline: MR PAYNE MADE TO APOLOGISE.: [23, 96, 122, 116]
- article-paragraph: The renaissance in Wellington of the old-time amateur opera was inaugurated with the production of the Pirates of Penzance. The renaissance in Wellington of the old-time amateur opera was inaugurated with the production of the Pirates of Penzance.: [802, 1134, 924, 1166]
- article-headline: Thats Threats of Sabotage.: [165, 45, 243, 70]
- section-subhead: HONOUR THE SPECIALS.: [551, 1535, 648, 1544]
- article-paragraph: Sir,—The executive officers of the "Red Federation" are said to be willing to accept Sir Joshua Williams as an independent arbitrator. Sir,—The executive officers of the "Red Federation" are said to be willing to accept Sir Joshua Williams as an independent arbitrator.: [670, 274, 792, 305]
- article-paragraph: It was the first opportunity the rank and file of members of the House had had to speaking what was in their minds about the strike and the doings of strikers and strike leaders, and a considerable number of them availed themselves of the opportunity. It was the first opportunity the rank and file of members of the House had had to speaking what was in their minds about the strike and the doings of strikers and strike leaders, and a considerable number of them availed themselves of the opportunity.: [11, 2136, 133, 2194]
- article-paragraph: The evidence for the prosecution was heard in the previous day. The evidence for the prosecution was heard in the previous day.: [274, 754, 397, 773]
- article-paragraph: Mr. Fisher read from a speech by Mr. P. H. Hickey the statement, "Break your agreements." Mr. Fisher read from a speech by Mr. P. H. Hickey the statement, "Break your agreements.": [143, 2070, 265, 2095]
- article-paragraph: The difficulty is not that the employers won't want a settlement, but that no settlement is possible with men whose leaders are avowedly seeking to destroy the present order. The difficulty is not that the employers won't want a settlement, but that no settlement is possible with men whose leaders are avowedly seeking to destroy the present order.: [670, 729, 792, 774]
- column-7: [797, 42, 928, 1442]
- article-paragraph: The difficulty is not that the employers won't want a settlement, but that no settlement is possible with men whose leaders are avowedly seeking to destroy the present order. The difficulty is not that the employers won't want a settlement, but that no settlement is possible with men whose leaders are avowedly seeking to destroy the present order.: [670, 612, 792, 656]
- section-subhead: AUCKLAND'S GUARD RELAXED.: [425, 844, 510, 863]
- article-paragraph: Sir,—I see in your issue of yesterday a proposal from Sir Joseph Ward that Sir Joshua Williams should be asked to arbitrate on the deplorable dispute that is now existing. Sir,—I see in your issue of yesterday a proposal from Sir Joseph Ward that Sir Joshua Williams should be asked to arbitrate on the deplorable dispute that is now existing.: [670, 940, 792, 978]
- article-paragraph: Sir,—The executive officers of the "Red Federation" are said to be willing to accept Sir Joshua Williams as an independent arbitrator. Sir,—The executive officers of the "Red Federation" are said to be willing to accept Sir Joshua Williams as an independent arbitrator.: [670, 1610, 792, 1643]
- article-paragraph: Sir,—The executive officers of the "Red Federation" are said to be willing to accept Sir Joshua Williams as an independent arbitrator. Sir,—The executive officers of the "Red Federation" are said to be willing to accept Sir Joshua Williams as an independent arbitrator.: [670, 1142, 792, 1174]
- article-paragraph: Albert Powell was charged with having unlawfully thrown a bottle in Willis Street. Albert Powell was charged with having unlawfully thrown a bottle in Willis Street.: [406, 619, 529, 645]
- section-subhead: ONLY A "BOYISH MAN.": [289, 714, 383, 723]
- article-paragraph: The renaissance in Wellington of the old-time amateur opera was inaugurated with the production of the Pirates of Penzance. The renaissance in Wellington of the old-time amateur opera was inaugurated with the production of the Pirates of Penzance.: [802, 1043, 924, 1075]
- article-paragraph: Sir,—The executive officers of the "Red Federation" are said to be willing to accept Sir Joshua Williams as an independent arbitrator. Sir,—The executive officers of the "Red Federation" are said to be willing to accept Sir Joshua Williams as an independent arbitrator.: [670, 1025, 792, 1056]
- article-paragraph: Seven strike cases were called on at the Magistrate's Court yesterday, Mr. W. G. Riddell, S.M., presiding. Seven strike cases were called on at the Magistrate's Court yesterday, Mr. W. G. Riddell, S.M., presiding.: [274, 119, 397, 144]
- article-paragraph: The difficulty is not that the employers won't want a settlement, but that no settlement is possible with men whose leaders are avowedly seeking to destroy the present order. The difficulty is not that the employers won't want a settlement, but that no settlement is possible with men whose leaders are avowedly seeking to destroy the present order.: [670, 111, 792, 156]
- article-paragraph: It was all very well for honourable members to say that a special tribunal should be set up, and the industrial unrest of the whole position got upon the Government to try to bring about an agreement between employers and employees. It was all very well for honourable members to say that a special tribunal should be set up, and the industrial unrest of the whole position got upon the Government to try to bring about an agreement between employers and employees.: [143, 837, 265, 894]
- article-paragraph: Sir,—Now we know where we are. To all whom it may concern, read, mark, learn, and inwardly digest. Sir,—Now we know where we are. To all whom it may concern, read, mark, learn, and inwardly digest.: [802, 284, 924, 310]
- article-paragraph: Sir,—The executive officers of the "Red Federation" are said to be willing to accept Sir Joshua Williams as an independent arbitrator. Sir,—The executive officers of the "Red Federation" are said to be willing to accept Sir Joshua Williams as an independent arbitrator.: [670, 657, 792, 689]
- section-subhead: AGAINST MOB RULE.: [820, 271, 906, 280]
- article-paragraph: The difficulty is not that the employers won't want a settlement, but that no settlement is possible with men whose leaders are avowedly seeking to destroy the present order. The difficulty is not that the employers won't want a settlement, but that no settlement is possible with men whose leaders are avowedly seeking to destroy the present order.: [670, 228, 792, 273]
- article-body: [670, 72, 792, 1760]
- article-paragraph: Seven strike cases were called on at the Magistrate's Court yesterday, Mr. W. G. Riddell, S.M., presiding. Seven strike cases were called on at the Magistrate's Court yesterday, Mr. W. G. Riddell, S.M., presiding.: [274, 926, 397, 952]
- section-subhead: ARBITRATION UNIONISTS.: [678, 811, 784, 820]
- article-paragraph: Mr. Fisher read from a speech by Mr. P. H. Hickey the statement, "Break your agreements." Mr. Fisher read from a speech by Mr. P. H. Hickey the statement, "Break your agreements.": [143, 1194, 265, 1220]
- columns: [7, 42, 928, 2576]
- article-paragraph: Government members did not hesitate to condemn the strike as a weapon in industrial warfare, and to condemn the treatment by strikers and the attitude of the Federation of Labour. Government members did not hesitate to condemn the strike as a weapon in industrial warfare, and to condemn the treatment by strikers and the attitude of the Federation of Labour.: [11, 1170, 134, 1215]
- article-paragraph: Seven strike cases were called on at the Magistrate's Court yesterday, Mr. W. G. Riddell, S.M., presiding. Seven strike cases were called on at the Magistrate's Court yesterday, Mr. W. G. Riddell, S.M., presiding.: [274, 528, 397, 554]
- article-paragraph: Twelve years have elapsed since anything in the form of legitimate comic opera has been performed in Wellington by amateurs. Twelve years have elapsed since anything in the form of legitimate comic opera has been performed in Wellington by amateurs.: [802, 310, 924, 342]
- article-paragraph: It was all very well for honourable members to say that a special tribunal should be set up, and the industrial unrest of the whole position got upon the Government to try to bring about an agreement between employers and employees. It was all very well for honourable members to say that a special tribunal should be set up, and the industrial unrest of the whole position got upon the Government to try to bring about an agreement between employers and employees.: [143, 1288, 265, 1346]
- article-paragraph: Albert Powell was charged with having unlawfully thrown a bottle in Willis Street. Albert Powell was charged with having unlawfully thrown a bottle in Willis Street.: [406, 1104, 529, 1130]
- article-body: [538, 102, 661, 1791]
- article-paragraph: Seven strike cases were called on at the Magistrate's Court yesterday, Mr. W. G. Riddell, S.M., presiding. Seven strike cases were called on at the Magistrate's Court yesterday, Mr. W. G. Riddell, S.M., presiding.: [274, 819, 397, 844]
- section-subhead: INTIMIDATION.: [41, 866, 103, 875]
- article-paragraph: Sir,—I see in your issue of yesterday a proposal from Sir Joseph Ward that Sir Joshua Williams should be asked to arbitrate on the deplorable dispute that is now existing. Sir,—I see in your issue of yesterday a proposal from Sir Joseph Ward that Sir Joshua Williams should be asked to arbitrate on the deplorable dispute that is now existing.: [670, 440, 792, 478]
- article-subheadline: THE BARROW LOAD OF MISSILES.: [279, 96, 393, 116]
- article-paragraph: Twelve years have elapsed since anything in the form of legitimate comic opera has been performed in Wellington by amateurs. Twelve years have elapsed since anything in the form of legitimate comic opera has been performed in Wellington by amateurs.: [802, 509, 924, 541]
- article-paragraph: The difficulty is not that the employers won't want a settlement, but that no settlement is possible with men whose leaders are avowedly seeking to destroy the present order. The difficulty is not that the employers won't want a settlement, but that no settlement is possible with men whose leaders are avowedly seeking to destroy the present order.: [670, 862, 792, 907]
- article-subheadline: PLAIN SPEAKING BY MINISTER OF MARINE.: [17, 151, 128, 171]
- article-paragraph: Mr. Fisher read from a speech by Mr. P. H. Hickey the statement, "Break your agreements." Mr. Fisher read from a speech by Mr. P. H. Hickey the statement, "Break your agreements.": [143, 759, 265, 785]
- article-paragraph: To-day the cases against William Thomas Young, Harry Holland, Robert Semple, George Bailey, Peter Fraser, and Thomas Barker will be heard at the Magistrate's Court. To-day the cases against William Thomas Young, Harry Holland, Robert Semple, George Bailey, Peter Fraser, and Thomas Barker will be heard at the Magistrate's Court.: [406, 645, 529, 691]
- article-paragraph: Sir,—The executive officers of the "Red Federation" are said to be willing to accept Sir Joshua Williams as an independent arbitrator. Sir,—The executive officers of the "Red Federation" are said to be willing to accept Sir Joshua Williams as an independent arbitrator.: [670, 156, 792, 189]
- article-paragraph: Seven strike cases were called on at the Magistrate's Court yesterday, Mr. W. G. Riddell, S.M., presiding. Seven strike cases were called on at the Magistrate's Court yesterday, Mr. W. G. Riddell, S.M., presiding.: [274, 1218, 397, 1244]
- article-paragraph: To-day the cases against William Thomas Young, Harry Holland, Robert Semple, George Bailey, Peter Fraser, and Thomas Barker will be heard at the Magistrate's Court. To-day the cases against William Thomas Young, Harry Holland, Robert Semple, George Bailey, Peter Fraser, and Thomas Barker will be heard at the Magistrate's Court.: [406, 398, 529, 443]
- section-subhead: THE WAY OF WARDISM.: [157, 1512, 251, 1521]
- article-paragraph: It was the first opportunity the rank and file of members of the House had had to speaking what was in their minds about the strike and the doings of strikers and strike leaders, and a considerable number of them availed themselves of the opportunity. It was the first opportunity the rank and file of members of the House had had to speaking what was in their minds about the strike and the doings of strikers and strike leaders, and a considerable number of them availed themselves of the opportunity.: [11, 1112, 133, 1169]
- section-subhead: OLD MAN IN COURT.: [295, 1312, 377, 1322]
- article-paragraph: Seven strike cases were called on at the Magistrate's Court yesterday, Mr. W. G. Riddell, S.M., presiding. Seven strike cases were called on at the Magistrate's Court yesterday, Mr. W. G. Riddell, S.M., presiding.: [274, 328, 397, 354]
- section-subhead: THE MAN WITH THE BANGERS.: [295, 305, 376, 325]
- section-subhead: FEDERATION INDICTED.: [24, 514, 121, 523]
- article-paragraph: The evidence for the prosecution was heard in the previous day. The evidence for the prosecution was heard in the previous day.: [274, 145, 397, 164]
- article-paragraph: The House of Representatives had another late sitting yesterday afternoon. The matter before the House was an Imprest Supply Bill, but with one or two exceptions every speaker addressed himself to one phase or other of the present industrial trouble. The House of Representatives had another late sitting yesterday afternoon. The matter before the House was an Imprest Supply Bill, but with one or two exceptions every speaker addressed himself to one phase or other of the present industrial trouble.: [11, 879, 133, 943]
- article-paragraph: Mr. Fisher read from a speech by Mr. P. H. Hickey the statement, "Break your agreements." Mr. Fisher read from a speech by Mr. P. H. Hickey the statement, "Break your agreements.": [143, 1483, 265, 1509]
- article-paragraph: Mr. Fisher read from a speech by Mr. P. H. Hickey the statement, "Break your agreements." Mr. Fisher read from a speech by Mr. P. H. Hickey the statement, "Break your agreements.": [143, 1771, 265, 1797]
- article-paragraph: Seven strike cases were called on at the Magistrate's Court yesterday, Mr. W. G. Riddell, S.M., presiding. Seven strike cases were called on at the Magistrate's Court yesterday, Mr. W. G. Riddell, S.M., presiding.: [274, 1018, 397, 1044]
- article-paragraph: Sir,—The executive officers of the "Red Federation" are said to be willing to accept Sir Joshua Williams as an independent arbitrator. Sir,—The executive officers of the "Red Federation" are said to be willing to accept Sir Joshua Williams as an independent arbitrator.: [670, 1728, 792, 1760]
- article-paragraph: To-day the cases against William Thomas Young, Harry Holland, Robert Semple, George Bailey, Peter Fraser, and Thomas Barker will be heard at the Magistrate's Court. To-day the cases against William Thomas Young, Harry Holland, Robert Semple, George Bailey, Peter Fraser, and Thomas Barker will be heard at the Magistrate's Court.: [406, 1737, 529, 1782]
- article-paragraph: Seven strike cases were called on at the Magistrate's Court yesterday, Mr. W. G. Riddell, S.M., presiding. Seven strike cases were called on at the Magistrate's Court yesterday, Mr. W. G. Riddell, S.M., presiding.: [274, 727, 397, 753]
- article-paragraph: Albert Powell was charged with having unlawfully thrown a bottle in Willis Street. Albert Powell was charged with having unlawfully thrown a bottle in Willis Street.: [406, 1600, 529, 1625]
- article-paragraph: Mr. Fisher read from a speech by Mr. P. H. Hickey the statement, "Break your agreements." Mr. Fisher read from a speech by Mr. P. H. Hickey the statement, "Break your agreements.": [143, 1933, 265, 1959]
- article-paragraph: To-day the cases against William Thomas Young, Harry Holland, Robert Semple, George Bailey, Peter Fraser, and Thomas Barker will be heard at the Magistrate's Court. To-day the cases against William Thomas Young, Harry Holland, Robert Semple, George Bailey, Peter Fraser, and Thomas Barker will be heard at the Magistrate's Court.: [406, 1379, 529, 1423]
- article-paragraph: James Mitchell Ramsay, an employee of Messrs. McLeod, West, and Shepherd, stated that he had worked a man wheeling a barrow of bricks out of the employers' timber yard. James Mitchell Ramsay, an employee of Messrs. McLeod, West, and Shepherd, stated that he had worked a man wheeling a barrow of bricks out of the employers' timber yard.: [274, 665, 397, 711]
- article-paragraph: The renaissance in Wellington of the old-time amateur opera was inaugurated with the production of the Pirates of Penzance. The renaissance in Wellington of the old-time amateur opera was inaugurated with the production of the Pirates of Penzance.: [802, 235, 924, 268]
- article-paragraph: Waterloo Quay disturbance. Yesterday afternoon, at 5 o'clock, detectives Mason and Cassells arrested a man named Alexander Johnstone in Cuba Street. Waterloo Quay disturbance. Yesterday afternoon, at 5 o'clock, detectives Mason and Cassells arrested a man named Alexander Johnstone in Cuba Street.: [406, 1050, 529, 1088]
- article-body: [406, 134, 529, 1834]
- article-paragraph: Waterloo Quay disturbance. Yesterday afternoon, at 5 o'clock, detectives Mason and Cassells arrested a man named Alexander Johnstone in Cuba Street. Waterloo Quay disturbance. Yesterday afternoon, at 5 o'clock, detectives Mason and Cassells arrested a man named Alexander Johnstone in Cuba Street.: [406, 1671, 529, 1710]
- article-paragraph: Twelve years have elapsed since anything in the form of legitimate comic opera has been performed in Wellington by amateurs. Twelve years have elapsed since anything in the form of legitimate comic opera has been performed in Wellington by amateurs.: [802, 1102, 924, 1134]
- article-paragraph: James Mitchell Ramsay, an employee of Messrs. McLeod, West, and Shepherd, stated that he had worked a man wheeling a barrow of bricks out of the employers' timber yard. James Mitchell Ramsay, an employee of Messrs. McLeod, West, and Shepherd, stated that he had worked a man wheeling a barrow of bricks out of the employers' timber yard.: [274, 865, 397, 910]
- article-paragraph: The renaissance in Wellington of the old-time amateur opera was inaugurated with the production of the Pirates of Penzance. The renaissance in Wellington of the old-time amateur opera was inaugurated with the production of the Pirates of Penzance.: [802, 752, 924, 784]
- column-4: [402, 42, 534, 1834]
- heading-rule: [306, 74, 367, 75]
- article-paragraph: The evidence for the prosecution was heard in the previous day. The evidence for the prosecution was heard in the previous day.: [274, 355, 397, 374]
- article-paragraph: Mr. Fisher, continuing, said that the people of the backbone of the country were not going to submit to sabotage, threats of intimidation, and of the scattering of the seeds of anarchy over their lands. Mr. Fisher, continuing, said that the people of the backbone of the country were not going to submit to sabotage, threats of intimidation, and of the scattering of the seeds of anarchy over their lands.: [143, 72, 265, 123]
- article-paragraph: The evidence for the prosecution was heard in the previous day. The evidence for the prosecution was heard in the previous day.: [274, 845, 397, 864]
- article-body: [11, 175, 133, 2576]
- article-headline: A FUTILE SUGGESTION.: [693, 45, 769, 70]
- article-paragraph: Sir,—Now we know where we are. To all whom it may concern, read, mark, learn, and inwardly digest. Sir,—Now we know where we are. To all whom it may concern, read, mark, learn, and inwardly digest.: [802, 1259, 924, 1285]
- section-subhead: MEMBER FOR GREY LYNN AGAIN.: [152, 925, 256, 944]
- heading-rule: [569, 74, 630, 75]
- article-paragraph: The renaissance in Wellington of the old-time amateur opera was inaugurated with the production of the Pirates of Penzance. The renaissance in Wellington of the old-time amateur opera was inaugurated with the production of the Pirates of Penzance.: [802, 1410, 924, 1442]
- article-paragraph: The Christian socialist prepared the following notice: That this Chamber desires to express its great appreciation of the firm action taken by the Government. The Christian socialist prepared the following notice: That this Chamber desires to express its great appreciation of the firm action taken by the Government.: [538, 378, 661, 416]
- article-paragraph: Government members did not hesitate to condemn the strike as a weapon in industrial warfare, and to condemn the treatment by strikers and the attitude of the Federation of Labour. Government members did not hesitate to condemn the strike as a weapon in industrial warfare, and to condemn the treatment by strikers and the attitude of the Federation of Labour.: [11, 465, 134, 510]
- article-paragraph: It was the first opportunity the rank and file of members of the House had had to speaking what was in their minds about the strike and the doings of strikers and strike leaders, and a considerable number of them availed themselves of the opportunity. It was the first opportunity the rank and file of members of the House had had to speaking what was in their minds about the strike and the doings of strikers and strike leaders, and a considerable number of them availed themselves of the opportunity.: [11, 2473, 133, 2531]
- article-paragraph: James Mitchell Ramsay, an employee of Messrs. McLeod, West, and Shepherd, stated that he had worked a man wheeling a barrow of bricks out of the employers' timber yard. James Mitchell Ramsay, an employee of Messrs. McLeod, West, and Shepherd, stated that he had worked a man wheeling a barrow of bricks out of the employers' timber yard.: [274, 1064, 397, 1109]
- article-paragraph: Sir,—It must be very gratifying to the members of the present Government to know that the great mass of the people in New Zealand are behind them. Sir,—It must be very gratifying to the members of the present Government to know that the great mass of the people in New Zealand are behind them.: [538, 1658, 661, 1697]
- section-subhead: "THE INDUSTRIAL CRISIS.": [546, 326, 653, 336]
- section-subhead: FEMALE FRANCHISE.: [556, 1296, 642, 1306]
- article-paragraph: Sir,—I see in your issue of yesterday a proposal from Sir Joseph Ward that Sir Joshua Williams should be asked to arbitrate on the deplorable dispute that is now existing. Sir,—I see in your issue of yesterday a proposal from Sir Joseph Ward that Sir Joshua Williams should be asked to arbitrate on the deplorable dispute that is now existing.: [670, 1526, 792, 1565]
- article-paragraph: It was all very well for honourable members to say that a special tribunal should be set up, and the industrial unrest of the whole position got upon the Government to try to bring about an agreement between employers and employees. It was all very well for honourable members to say that a special tribunal should be set up, and the industrial unrest of the whole position got upon the Government to try to bring about an agreement between employers and employees.: [143, 1713, 265, 1770]
- article-paragraph: The difficulty is not that the employers won't want a settlement, but that no settlement is possible with men whose leaders are avowedly seeking to destroy the present order. The difficulty is not that the employers won't want a settlement, but that no settlement is possible with men whose leaders are avowedly seeking to destroy the present order.: [670, 1213, 792, 1259]
- article-paragraph: Sir,—The executive officers of the "Red Federation" are said to be willing to accept Sir Joshua Williams as an independent arbitrator. Sir,—The executive officers of the "Red Federation" are said to be willing to accept Sir Joshua Williams as an independent arbitrator.: [670, 1259, 792, 1291]
- article-paragraph: To-day the cases against William Thomas Young, Harry Holland, Robert Semple, George Bailey, Peter Fraser, and Thomas Barker will be heard at the Magistrate's Court. To-day the cases against William Thomas Young, Harry Holland, Robert Semple, George Bailey, Peter Fraser, and Thomas Barker will be heard at the Magistrate's Court.: [406, 508, 529, 554]
- article-paragraph: Government members did not hesitate to condemn the strike as a weapon in industrial warfare, and to condemn the treatment by strikers and the attitude of the Federation of Labour. Government members did not hesitate to condemn the strike as a weapon in industrial warfare, and to condemn the treatment by strikers and the attitude of the Federation of Labour.: [11, 1353, 134, 1399]
- article-paragraph: Sir,—It must be very gratifying to the members of the present Government to know that the great mass of the people in New Zealand are behind them. Sir,—It must be very gratifying to the members of the present Government to know that the great mass of the people in New Zealand are behind them.: [538, 450, 661, 488]
- article-paragraph: Mr. Fisher read from a speech by Mr. P. H. Hickey the statement, "Break your agreements." Mr. Fisher read from a speech by Mr. P. H. Hickey the statement, "Break your agreements.": [143, 607, 265, 633]
- article-paragraph: Twelve years have elapsed since anything in the form of legitimate comic opera has been performed in Wellington by amateurs. Twelve years have elapsed since anything in the form of legitimate comic opera has been performed in Wellington by amateurs.: [802, 402, 924, 434]
- article-paragraph: Twelve years have elapsed since anything in the form of legitimate comic opera has been performed in Wellington by amateurs. Twelve years have elapsed since anything in the form of legitimate comic opera has been performed in Wellington by amateurs.: [802, 811, 924, 842]
- article-paragraph: Sir,—Now we know where we are. To all whom it may concern, read, mark, learn, and inwardly digest. Sir,—Now we know where we are. To all whom it may concern, read, mark, learn, and inwardly digest.: [802, 375, 924, 401]
- article-paragraph: The House of Representatives had another late sitting yesterday afternoon. The matter before the House was an Imprest Supply Bill, but with one or two exceptions every speaker addressed himself to one phase or other of the present industrial trouble. The House of Representatives had another late sitting yesterday afternoon. The matter before the House was an Imprest Supply Bill, but with one or two exceptions every speaker addressed himself to one phase or other of the present industrial trouble.: [11, 175, 133, 238]
- section-subhead: OTHER CASES.: [306, 914, 365, 923]
- article-paragraph: The House of Representatives had another late sitting yesterday afternoon. The matter before the House was an Imprest Supply Bill, but with one or two exceptions every speaker addressed himself to one phase or other of the present industrial trouble. The House of Representatives had another late sitting yesterday afternoon. The matter before the House was an Imprest Supply Bill, but with one or two exceptions every speaker addressed himself to one phase or other of the present industrial trouble.: [11, 1231, 133, 1295]
- article-paragraph: James Mitchell Ramsay, an employee of Messrs. McLeod, West, and Shepherd, stated that he had worked a man wheeling a barrow of bricks out of the employers' timber yard. James Mitchell Ramsay, an employee of Messrs. McLeod, West, and Shepherd, stated that he had worked a man wheeling a barrow of bricks out of the employers' timber yard.: [274, 1264, 397, 1309]
- article-paragraph: Sir,—As a sheep owner, may one ask when farmers are the members of Parliament supposed to serve—their own or the country's? Sir,—As a sheep owner, may one ask when farmers are the members of Parliament supposed to serve—their own or the country's?: [538, 290, 661, 322]
- article-paragraph: Mr. Fisher, continuing, said that the people of the backbone of the country were not going to submit to sabotage, threats of intimidation, and of the scattering of the seeds of anarchy over their lands. Mr. Fisher, continuing, said that the people of the backbone of the country were not going to submit to sabotage, threats of intimidation, and of the scattering of the seeds of anarchy over their lands.: [143, 1525, 265, 1576]
- article-paragraph: Albert Powell was charged with having unlawfully thrown a bottle in Willis Street. Albert Powell was charged with having unlawfully thrown a bottle in Willis Street.: [406, 134, 529, 159]
- article-paragraph: Sir,—It must be very gratifying to the members of the present Government to know that the great mass of the people in New Zealand are behind them. Sir,—It must be very gratifying to the members of the present Government to know that the great mass of the people in New Zealand are behind them.: [538, 1182, 661, 1221]
- article-paragraph: Waterloo Quay disturbance. Yesterday afternoon, at 5 o'clock, detectives Mason and Cassells arrested a man named Alexander Johnstone in Cuba Street. Waterloo Quay disturbance. Yesterday afternoon, at 5 o'clock, detectives Mason and Cassells arrested a man named Alexander Johnstone in Cuba Street.: [406, 443, 529, 482]
- article-paragraph: The evidence for the prosecution was heard in the previous day. The evidence for the prosecution was heard in the previous day.: [274, 1352, 397, 1371]
- article-paragraph: Waterloo Quay disturbance. Yesterday afternoon, at 5 o'clock, detectives Mason and Cassells arrested a man named Alexander Johnstone in Cuba Street. Waterloo Quay disturbance. Yesterday afternoon, at 5 o'clock, detectives Mason and Cassells arrested a man named Alexander Johnstone in Cuba Street.: [406, 939, 529, 978]
- article-paragraph: Mr. Fisher, continuing, said that the people of the backbone of the country were not going to submit to sabotage, threats of intimidation, and of the scattering of the seeds of anarchy over their lands. Mr. Fisher, continuing, said that the people of the backbone of the country were not going to submit to sabotage, threats of intimidation, and of the scattering of the seeds of anarchy over their lands.: [143, 360, 265, 412]
- article-paragraph: It was all very well for honourable members to say that a special tribunal should be set up, and the industrial unrest of the whole position got upon the Government to try to bring about an agreement between employers and employees. It was all very well for honourable members to say that a special tribunal should be set up, and the industrial unrest of the whole position got upon the Government to try to bring about an agreement between employers and employees.: [143, 1424, 265, 1482]
- article-paragraph: Sir,—Now we know where we are. To all whom it may concern, read, mark, learn, and inwardly digest. Sir,—Now we know where we are. To all whom it may concern, read, mark, learn, and inwardly digest.: [802, 575, 924, 601]
- article-paragraph: Albert Powell was charged with having unlawfully thrown a bottle in Willis Street. Albert Powell was charged with having unlawfully thrown a bottle in Willis Street.: [406, 867, 529, 893]
- article-paragraph: The House of Representatives had another late sitting yesterday afternoon. The matter before the House was an Imprest Supply Bill, but with one or two exceptions every speaker addressed himself to one phase or other of the present industrial trouble. The House of Representatives had another late sitting yesterday afternoon. The matter before the House was an Imprest Supply Bill, but with one or two exceptions every speaker addressed himself to one phase or other of the present industrial trouble.: [11, 2408, 133, 2473]
- article-paragraph: It was the first opportunity the rank and file of members of the House had had to speaking what was in their minds about the strike and the doings of strikers and strike leaders, and a considerable number of them availed themselves of the opportunity. It was the first opportunity the rank and file of members of the House had had to speaking what was in their minds about the strike and the doings of strikers and strike leaders, and a considerable number of them availed themselves of the opportunity.: [11, 407, 133, 465]
- article-paragraph: Waterloo Quay disturbance. Yesterday afternoon, at 5 o'clock, detectives Mason and Cassells arrested a man named Alexander Johnstone in Cuba Street. Waterloo Quay disturbance. Yesterday afternoon, at 5 o'clock, detectives Mason and Cassells arrested a man named Alexander Johnstone in Cuba Street.: [406, 1287, 529, 1326]
- article-paragraph: The evidence for the prosecution was heard in the previous day. The evidence for the prosecution was heard in the previous day.: [274, 554, 397, 573]
- article-paragraph: The evidence for the prosecution was heard in the previous day. The evidence for the prosecution was heard in the previous day.: [274, 1152, 397, 1171]
- article-paragraph: The Christian socialist prepared the following notice: That this Chamber desires to express its great appreciation of the firm action taken by the Government. The Christian socialist prepared the following notice: That this Chamber desires to express its great appreciation of the firm action taken by the Government.: [538, 140, 661, 179]
- article-paragraph: It was the first opportunity the rank and file of members of the House had had to speaking what was in their minds about the strike and the doings of strikers and strike leaders, and a considerable number of them availed themselves of the opportunity. It was the first opportunity the rank and file of members of the House had had to speaking what was in their minds about the strike and the doings of strikers and strike leaders, and a considerable number of them availed themselves of the opportunity.: [11, 759, 133, 816]
- article-paragraph: Twelve years have elapsed since anything in the form of legitimate comic opera has been performed in Wellington by amateurs. Twelve years have elapsed since anything in the form of legitimate comic opera has been performed in Wellington by amateurs.: [802, 1193, 924, 1226]
- heading-rule: [437, 61, 499, 62]
- article-paragraph: Sir,—Now we know where we are. To all whom it may concern, read, mark, learn, and inwardly digest. Sir,—Now we know where we are. To all whom it may concern, read, mark, learn, and inwardly digest.: [802, 785, 924, 810]
- article-paragraph: Twelve years have elapsed since anything in the form of legitimate comic opera has been performed in Wellington by amateurs. Twelve years have elapsed since anything in the form of legitimate comic opera has been performed in Wellington by amateurs.: [802, 202, 924, 235]
- article-paragraph: The evidence for the prosecution was heard in the previous day. The evidence for the prosecution was heard in the previous day.: [274, 645, 397, 665]
- heading-rule: [42, 91, 103, 92]
- article-headline: Hurled a Bottle.: [430, 45, 505, 58]
- article-headline: THE DAILY COURT LIST.: [285, 45, 387, 70]
- article-paragraph: Sir,—I see in your issue of yesterday a proposal from Sir Joseph Ward that Sir Joshua Williams should be asked to arbitrate on the deplorable dispute that is now existing. Sir,—I see in your issue of yesterday a proposal from Sir Joseph Ward that Sir Joshua Williams should be asked to arbitrate on the deplorable dispute that is now existing.: [670, 1175, 792, 1213]
- article-paragraph: The difficulty is not that the employers won't want a settlement, but that no settlement is possible with men whose leaders are avowedly seeking to destroy the present order. The difficulty is not that the employers won't want a settlement, but that no settlement is possible with men whose leaders are avowedly seeking to destroy the present order.: [670, 1097, 792, 1141]
